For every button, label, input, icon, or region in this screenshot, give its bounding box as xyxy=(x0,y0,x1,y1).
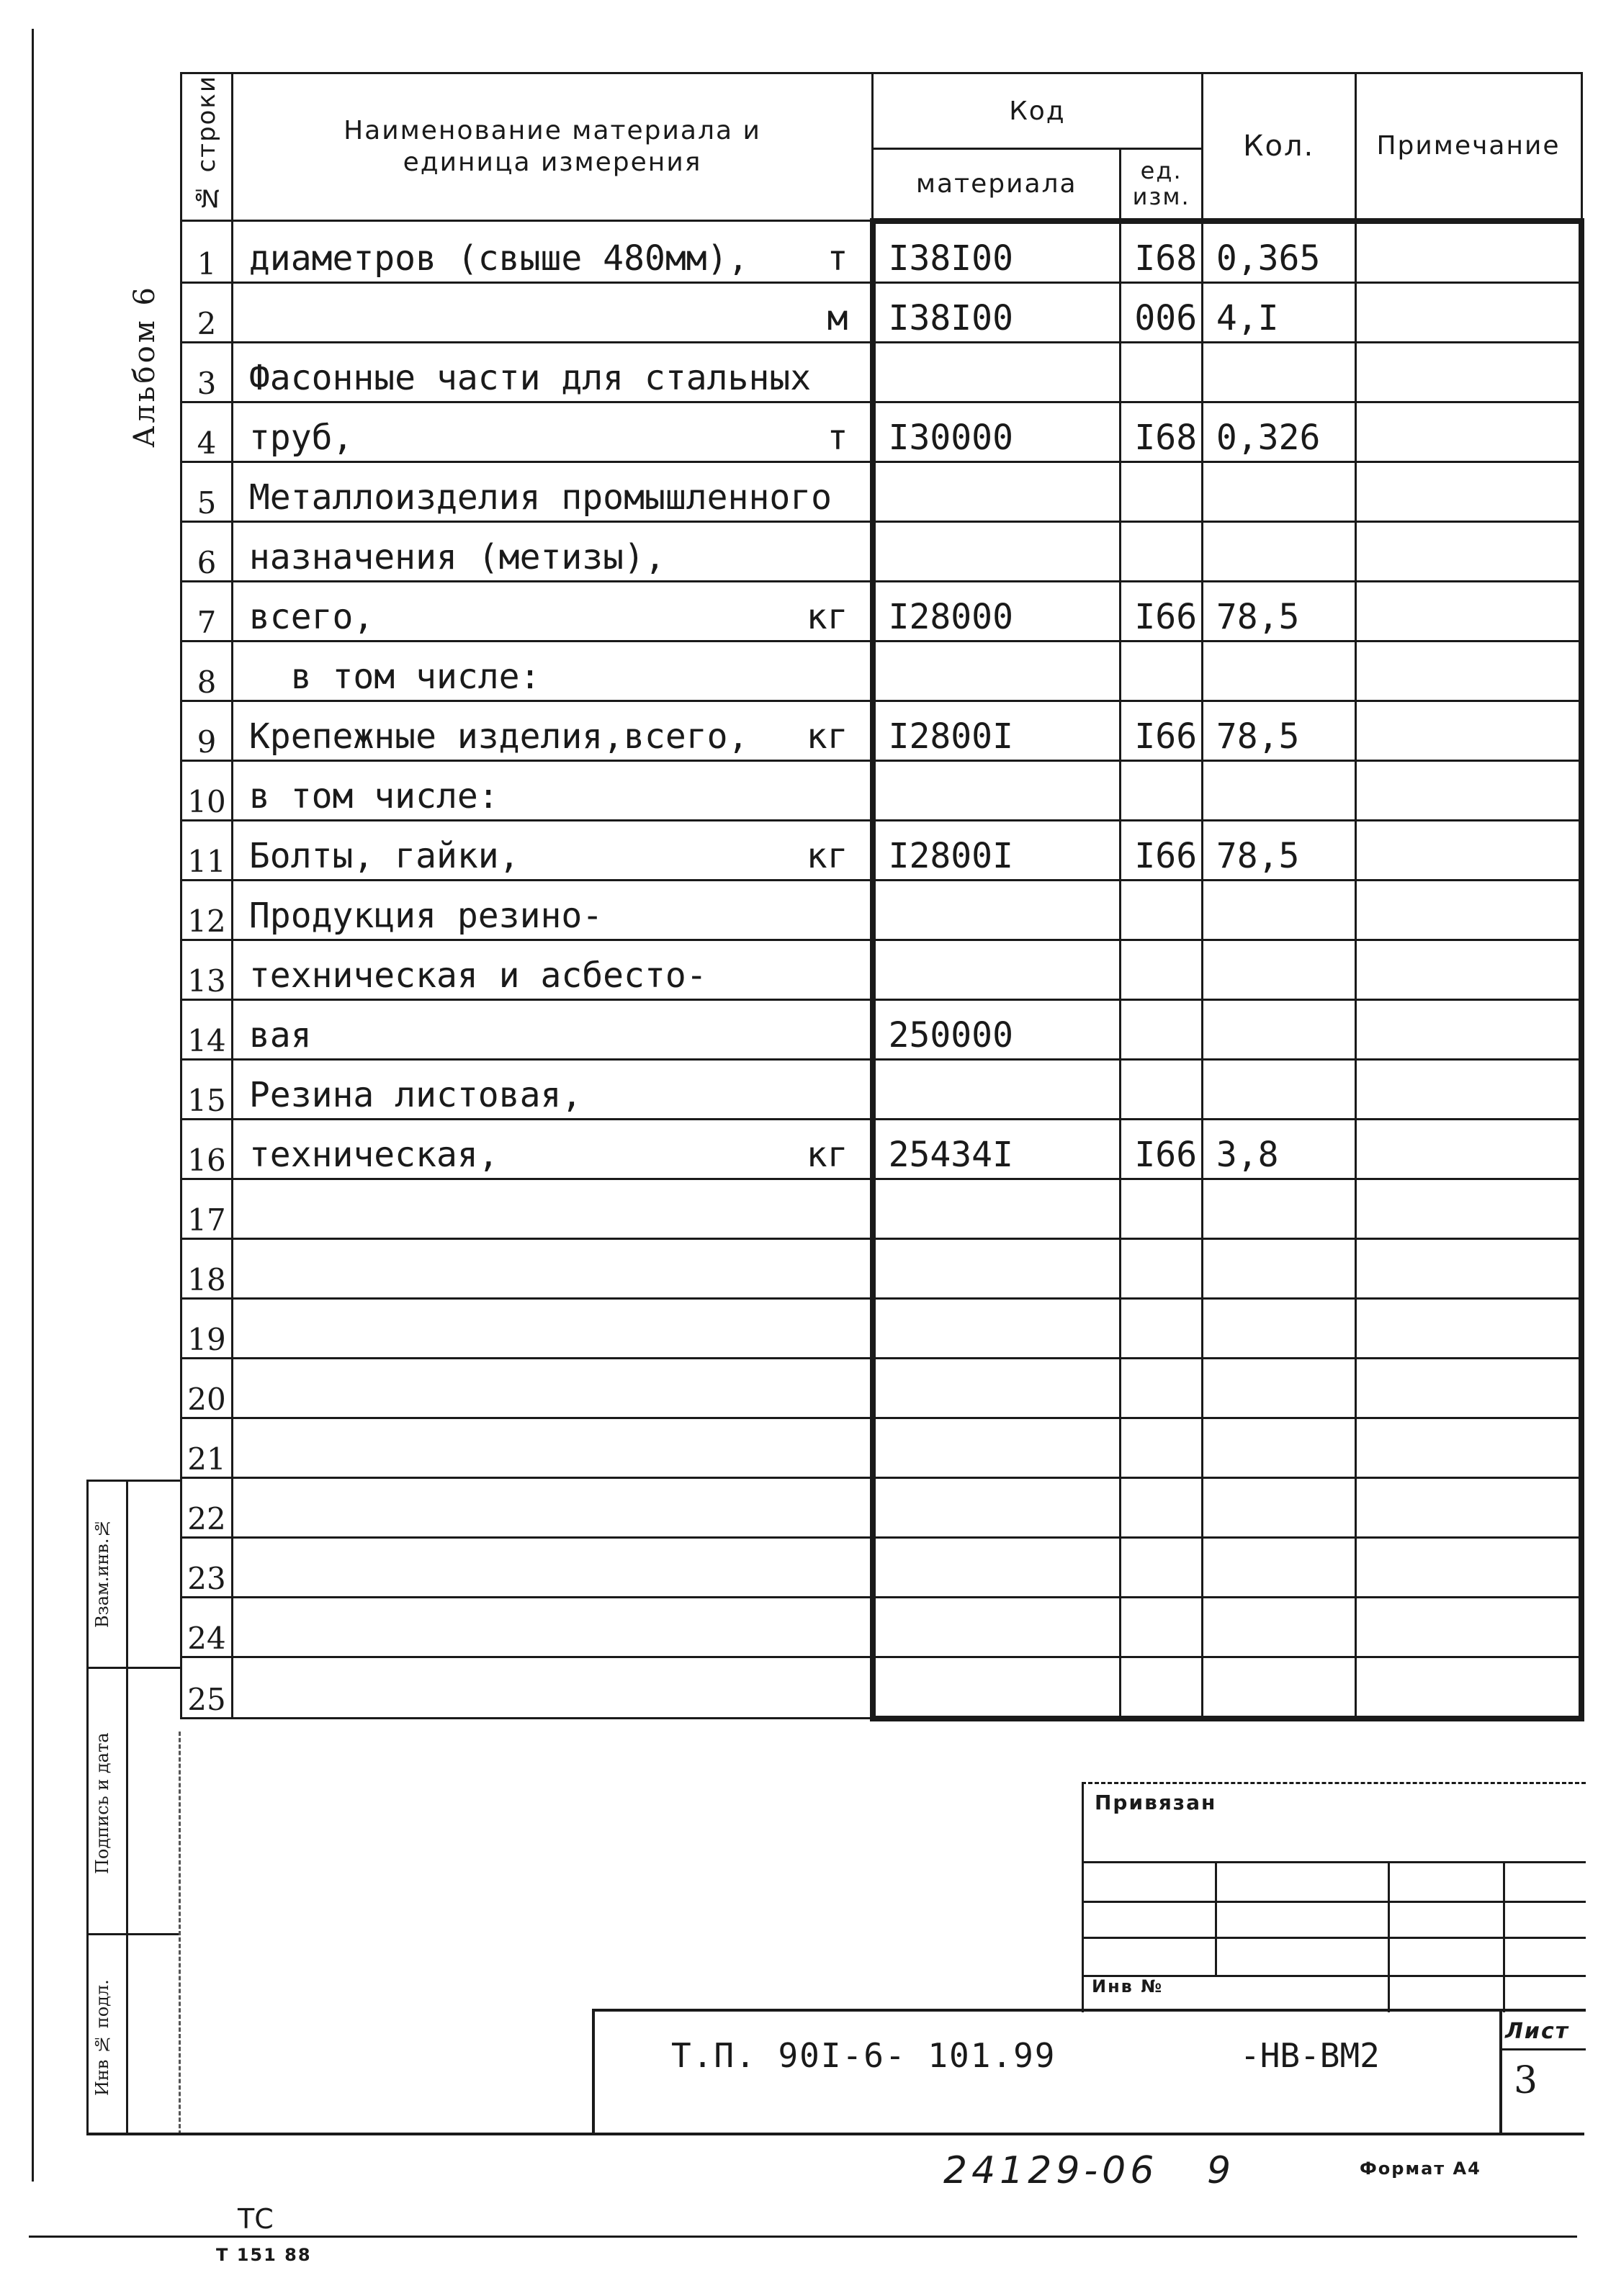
table-row xyxy=(181,282,1582,342)
header-code-material: материала xyxy=(873,149,1121,221)
material-code-cell xyxy=(873,282,1121,342)
quantity-cell xyxy=(1202,1358,1355,1418)
note-cell xyxy=(1355,581,1581,641)
unit-code-cell xyxy=(1121,1537,1202,1597)
table-row xyxy=(181,342,1582,402)
note-cell xyxy=(1355,1657,1581,1719)
note-cell xyxy=(1355,462,1581,521)
quantity-cell xyxy=(1202,1537,1355,1597)
material-name-cell xyxy=(232,1597,872,1657)
header-note: Примечание xyxy=(1355,73,1581,221)
quantity-cell xyxy=(1202,1238,1355,1298)
material-code: 250000 xyxy=(888,1014,1013,1055)
table-row xyxy=(181,1119,1582,1179)
row-number: 25 xyxy=(181,1657,233,1719)
quantity: 78,5 xyxy=(1216,596,1300,637)
material-code-cell xyxy=(873,1418,1121,1477)
material-name-cell xyxy=(232,1358,872,1418)
vzam-inv-label: Взам.инв.№ xyxy=(92,1518,112,1629)
header-row-number: № строки xyxy=(181,73,233,221)
note-cell xyxy=(1355,940,1581,999)
note-cell xyxy=(1355,521,1581,581)
album-label: Альбом 6 xyxy=(128,284,161,448)
note-cell xyxy=(1355,282,1581,342)
material-name: Резина листовая, xyxy=(248,1074,583,1115)
row-number: 11 xyxy=(181,820,233,880)
table-row xyxy=(181,760,1582,820)
material-code-cell xyxy=(873,402,1121,462)
material-name-cell xyxy=(232,641,872,701)
unit-code-cell xyxy=(1121,1418,1202,1477)
material-code: I2800I xyxy=(888,716,1013,757)
table-row xyxy=(181,1418,1582,1477)
unit-code-cell xyxy=(1121,462,1202,521)
material-code-cell xyxy=(873,1238,1121,1298)
tc-label: ТС xyxy=(238,2203,274,2235)
note-cell xyxy=(1355,1298,1581,1358)
material-name: назначения (метизы), xyxy=(248,536,665,577)
table-row xyxy=(181,402,1582,462)
material-code-cell xyxy=(873,1657,1121,1719)
quantity-cell xyxy=(1202,1418,1355,1477)
material-code: I2800I xyxy=(888,835,1013,876)
unit-code-cell xyxy=(1121,1119,1202,1179)
header-material-name: Наименование материала и единица измерения xyxy=(232,73,872,221)
note-cell xyxy=(1355,221,1581,283)
material-name-cell xyxy=(232,282,872,342)
designation-suffix: -НВ-ВМ2 xyxy=(1240,2036,1380,2075)
row-number: 2 xyxy=(181,282,233,342)
quantity-cell xyxy=(1202,701,1355,760)
material-name-cell xyxy=(232,1119,872,1179)
material-name: Крепежные изделия,всего, xyxy=(248,716,749,757)
material-name-cell xyxy=(232,1179,872,1238)
unit-code: 006 xyxy=(1134,297,1198,338)
quantity-cell xyxy=(1202,1298,1355,1358)
material-unit: т xyxy=(827,417,848,458)
table-row xyxy=(181,581,1582,641)
podpis-data-label: Подпись и дата xyxy=(92,1732,112,1875)
material-unit: кг xyxy=(806,596,848,637)
list-number: 3 xyxy=(1514,2059,1538,2102)
table-row xyxy=(181,1597,1582,1657)
material-name: Металлоизделия промышленного xyxy=(248,477,832,518)
material-code-cell xyxy=(873,760,1121,820)
quantity-cell xyxy=(1202,282,1355,342)
unit-code: I68 xyxy=(1134,238,1198,279)
table-row xyxy=(181,1358,1582,1418)
materials-rows xyxy=(181,221,1582,1719)
quantity-cell xyxy=(1202,1179,1355,1238)
header-code: Код xyxy=(873,73,1203,149)
quantity: 0,326 xyxy=(1216,417,1321,458)
material-code-cell xyxy=(873,1597,1121,1657)
note-cell xyxy=(1355,760,1581,820)
unit-code: I68 xyxy=(1134,417,1198,458)
unit-code-cell xyxy=(1121,581,1202,641)
material-unit: кг xyxy=(806,1134,848,1175)
material-name: техническая, xyxy=(248,1134,499,1175)
row-number: 19 xyxy=(181,1298,233,1358)
note-cell xyxy=(1355,342,1581,402)
table-row xyxy=(181,880,1582,940)
quantity-cell xyxy=(1202,221,1355,283)
unit-code: I66 xyxy=(1134,835,1198,876)
unit-code-cell xyxy=(1121,402,1202,462)
unit-code: I66 xyxy=(1134,596,1198,637)
row-number: 18 xyxy=(181,1238,233,1298)
material-name-cell xyxy=(232,1059,872,1119)
table-row xyxy=(181,820,1582,880)
row-number: 23 xyxy=(181,1537,233,1597)
quantity-cell xyxy=(1202,1657,1355,1719)
row-number: 5 xyxy=(181,462,233,521)
quantity-cell xyxy=(1202,880,1355,940)
inv-no-label: Инв № xyxy=(1092,1976,1164,1996)
header-code-unit: ед. изм. xyxy=(1121,149,1202,221)
material-name-cell xyxy=(232,1657,872,1719)
list-label: Лист xyxy=(1505,2019,1570,2044)
material-code-cell xyxy=(873,521,1121,581)
unit-code-cell xyxy=(1121,1657,1202,1719)
note-cell xyxy=(1355,1418,1581,1477)
material-name-cell xyxy=(232,1238,872,1298)
material-code-cell xyxy=(873,641,1121,701)
page-bottom-line xyxy=(29,2236,1577,2238)
quantity: 3,8 xyxy=(1216,1134,1279,1175)
material-code-cell xyxy=(873,999,1121,1059)
unit-code-cell xyxy=(1121,701,1202,760)
row-number: 4 xyxy=(181,402,233,462)
designation-block xyxy=(592,2009,1586,2135)
material-name: Фасонные части для стальных xyxy=(248,357,812,398)
unit-code: I66 xyxy=(1134,716,1198,757)
table-row xyxy=(181,1537,1582,1597)
note-cell xyxy=(1355,1059,1581,1119)
material-name: техническая и асбесто- xyxy=(248,955,707,996)
table-row xyxy=(181,701,1582,760)
row-number: 22 xyxy=(181,1477,233,1537)
table-row xyxy=(181,221,1582,283)
title-block xyxy=(1082,1782,1586,2012)
note-cell xyxy=(1355,820,1581,880)
inv-podl-label: Инв № подл. xyxy=(92,1979,112,2096)
material-code-cell xyxy=(873,820,1121,880)
materials-table xyxy=(180,72,1584,1721)
unit-code-cell xyxy=(1121,1238,1202,1298)
quantity-cell xyxy=(1202,940,1355,999)
handwritten-number: 24129-06 9 xyxy=(943,2149,1236,2192)
material-name-cell xyxy=(232,999,872,1059)
unit-code-cell xyxy=(1121,760,1202,820)
material-code-cell xyxy=(873,221,1121,283)
material-code: 25434I xyxy=(888,1134,1013,1175)
material-code-cell xyxy=(873,342,1121,402)
material-code-cell xyxy=(873,581,1121,641)
material-code-cell xyxy=(873,1119,1121,1179)
material-unit: кг xyxy=(806,835,848,876)
material-name: диаметров (свыше 480мм), xyxy=(248,238,749,279)
note-cell xyxy=(1355,880,1581,940)
material-name-cell xyxy=(232,940,872,999)
inner-frame-dashed xyxy=(179,1732,181,2135)
material-code-cell xyxy=(873,880,1121,940)
note-cell xyxy=(1355,402,1581,462)
unit-code-cell xyxy=(1121,1298,1202,1358)
table-row xyxy=(181,1657,1582,1719)
material-name: вая xyxy=(248,1014,312,1055)
material-code-cell xyxy=(873,1477,1121,1537)
quantity: 0,365 xyxy=(1216,238,1321,279)
material-name: Болты, гайки, xyxy=(248,835,520,876)
note-cell xyxy=(1355,1537,1581,1597)
note-cell xyxy=(1355,641,1581,701)
material-name-cell xyxy=(232,402,872,462)
frame-left-edge xyxy=(32,29,34,2182)
note-cell xyxy=(1355,1119,1581,1179)
row-number: 13 xyxy=(181,940,233,999)
table-row xyxy=(181,641,1582,701)
side-stamp xyxy=(86,1480,180,2135)
note-cell xyxy=(1355,1238,1581,1298)
material-code: I38I00 xyxy=(888,297,1013,338)
row-number: 10 xyxy=(181,760,233,820)
note-cell xyxy=(1355,1179,1581,1238)
designation-text: Т.П. 90I-6- 101.99 xyxy=(671,2036,1056,2075)
table-row xyxy=(181,462,1582,521)
quantity-cell xyxy=(1202,462,1355,521)
quantity-cell xyxy=(1202,1059,1355,1119)
row-number: 16 xyxy=(181,1119,233,1179)
quantity: 78,5 xyxy=(1216,716,1300,757)
quantity-cell xyxy=(1202,641,1355,701)
unit-code-cell xyxy=(1121,1059,1202,1119)
print-code: Т 151 88 xyxy=(216,2245,312,2265)
material-code-cell xyxy=(873,1358,1121,1418)
unit-code-cell xyxy=(1121,221,1202,283)
note-cell xyxy=(1355,999,1581,1059)
material-code: I28000 xyxy=(888,596,1013,637)
quantity-cell xyxy=(1202,581,1355,641)
quantity-cell xyxy=(1202,342,1355,402)
unit-code-cell xyxy=(1121,1358,1202,1418)
material-name-cell xyxy=(232,701,872,760)
material-code-cell xyxy=(873,940,1121,999)
table-row xyxy=(181,1298,1582,1358)
unit-code-cell xyxy=(1121,342,1202,402)
material-name-cell xyxy=(232,1537,872,1597)
row-number: 8 xyxy=(181,641,233,701)
table-row xyxy=(181,940,1582,999)
row-number: 1 xyxy=(181,221,233,283)
format-label: Формат А4 xyxy=(1360,2158,1481,2179)
material-name-cell xyxy=(232,521,872,581)
row-number: 21 xyxy=(181,1418,233,1477)
row-number: 14 xyxy=(181,999,233,1059)
unit-code-cell xyxy=(1121,820,1202,880)
row-number: 3 xyxy=(181,342,233,402)
material-name-cell xyxy=(232,1418,872,1477)
table-row xyxy=(181,1477,1582,1537)
table-row xyxy=(181,1059,1582,1119)
unit-code-cell xyxy=(1121,1477,1202,1537)
table-row xyxy=(181,521,1582,581)
table-row xyxy=(181,999,1582,1059)
row-number: 24 xyxy=(181,1597,233,1657)
material-code-cell xyxy=(873,462,1121,521)
quantity: 4,I xyxy=(1216,297,1279,338)
row-number: 15 xyxy=(181,1059,233,1119)
unit-code-cell xyxy=(1121,880,1202,940)
material-unit: м xyxy=(827,297,848,338)
table-row xyxy=(181,1238,1582,1298)
quantity-cell xyxy=(1202,820,1355,880)
quantity-cell xyxy=(1202,1119,1355,1179)
unit-code-cell xyxy=(1121,1179,1202,1238)
quantity-cell xyxy=(1202,1477,1355,1537)
note-cell xyxy=(1355,1358,1581,1418)
material-unit: т xyxy=(827,238,848,279)
material-code-cell xyxy=(873,1298,1121,1358)
material-name: в том числе: xyxy=(248,656,541,697)
row-number: 7 xyxy=(181,581,233,641)
material-name: всего, xyxy=(248,596,374,637)
material-name-cell xyxy=(232,581,872,641)
note-cell xyxy=(1355,701,1581,760)
material-name: в том числе: xyxy=(248,775,499,816)
row-number: 9 xyxy=(181,701,233,760)
row-number: 20 xyxy=(181,1358,233,1418)
material-code: I30000 xyxy=(888,417,1013,458)
material-name: труб, xyxy=(248,417,354,458)
note-cell xyxy=(1355,1597,1581,1657)
unit-code-cell xyxy=(1121,1597,1202,1657)
table-row xyxy=(181,1179,1582,1238)
quantity-cell xyxy=(1202,402,1355,462)
unit-code: I66 xyxy=(1134,1134,1198,1175)
unit-code-cell xyxy=(1121,999,1202,1059)
note-cell xyxy=(1355,1477,1581,1537)
unit-code-cell xyxy=(1121,641,1202,701)
material-name-cell xyxy=(232,820,872,880)
quantity-cell xyxy=(1202,999,1355,1059)
unit-code-cell xyxy=(1121,521,1202,581)
material-name-cell xyxy=(232,342,872,402)
row-number: 17 xyxy=(181,1179,233,1238)
quantity-cell xyxy=(1202,760,1355,820)
privyazan-label: Привязан xyxy=(1095,1791,1217,1814)
material-name-cell xyxy=(232,760,872,820)
material-code-cell xyxy=(873,1059,1121,1119)
row-number: 6 xyxy=(181,521,233,581)
unit-code-cell xyxy=(1121,282,1202,342)
quantity-cell xyxy=(1202,1597,1355,1657)
material-code: I38I00 xyxy=(888,238,1013,279)
material-code-cell xyxy=(873,1537,1121,1597)
material-name-cell xyxy=(232,462,872,521)
material-name-cell xyxy=(232,1477,872,1537)
row-number: 12 xyxy=(181,880,233,940)
header-quantity: Кол. xyxy=(1202,73,1355,221)
material-name: Продукция резино- xyxy=(248,895,603,936)
quantity: 78,5 xyxy=(1216,835,1300,876)
material-code-cell xyxy=(873,1179,1121,1238)
material-name-cell xyxy=(232,1298,872,1358)
unit-code-cell xyxy=(1121,940,1202,999)
material-name-cell xyxy=(232,221,872,283)
material-name-cell xyxy=(232,880,872,940)
material-code-cell xyxy=(873,701,1121,760)
material-unit: кг xyxy=(806,716,848,757)
quantity-cell xyxy=(1202,521,1355,581)
